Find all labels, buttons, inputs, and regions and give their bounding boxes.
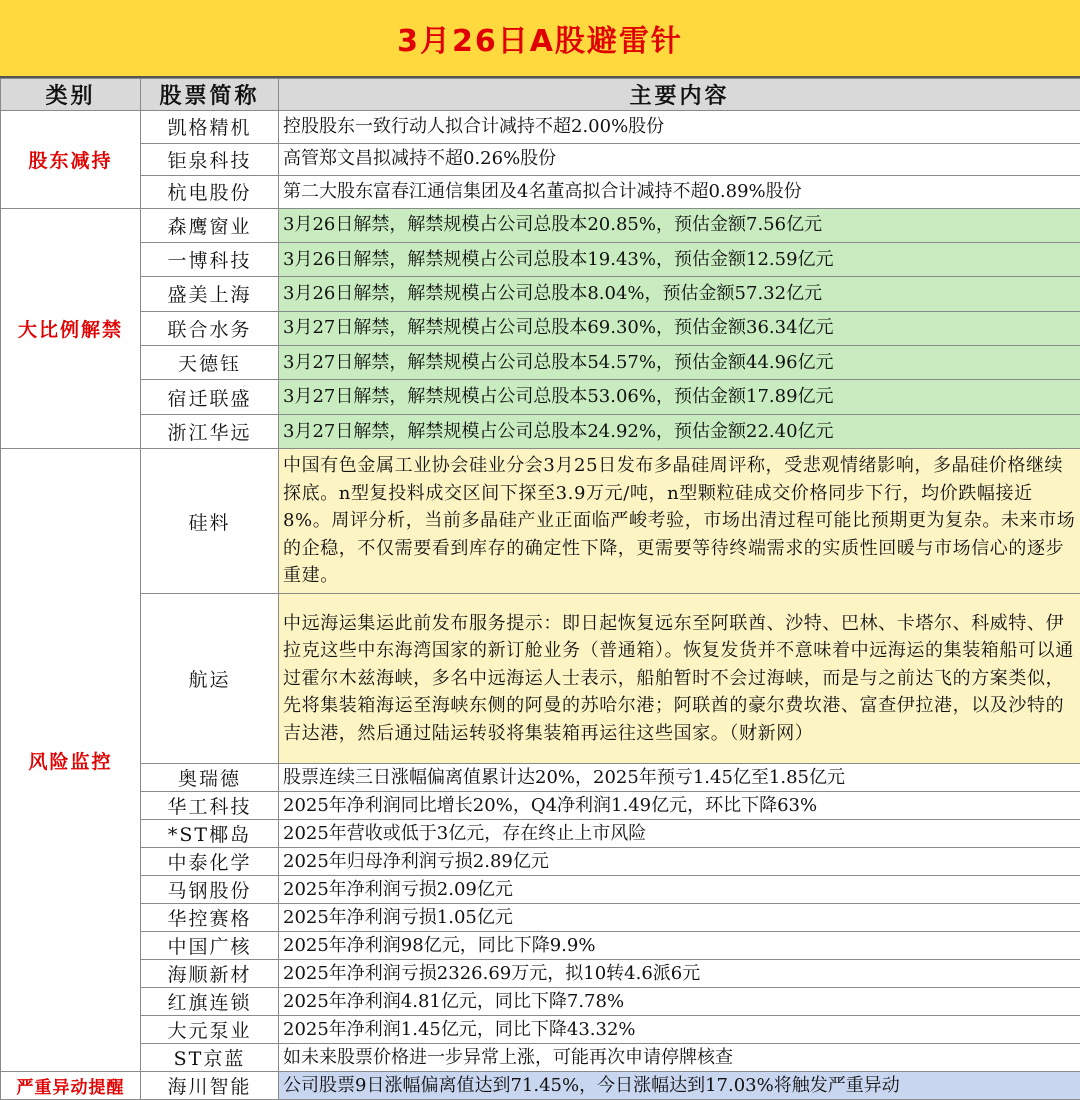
- table-row: [1, 111, 1080, 144]
- stock-name: 联合水务: [141, 311, 279, 345]
- risk-table: [0, 78, 1080, 1100]
- table-row: [1, 208, 1080, 242]
- category-severe: 严重异动提醒: [1, 1072, 141, 1100]
- stock-name: 中泰化学: [141, 848, 279, 876]
- page-title: 3月26日A股避雷针: [397, 16, 683, 60]
- table-row: [1, 848, 1080, 876]
- stock-name: 一博科技: [141, 242, 279, 276]
- row-content: 2025年归母净利润亏损2.89亿元: [279, 848, 1080, 876]
- stock-name: 海顺新材: [141, 960, 279, 988]
- stock-name: 大元泵业: [141, 1016, 279, 1044]
- table-row: [1, 277, 1080, 311]
- row-content: 2025年净利润98亿元，同比下降9.9%: [279, 932, 1080, 960]
- table-row: [1, 449, 1080, 594]
- header-content: 主要内容: [279, 79, 1080, 111]
- table-row: [1, 242, 1080, 276]
- header-category: 类别: [1, 79, 141, 111]
- table-row: [1, 988, 1080, 1016]
- stock-name: 华控赛格: [141, 904, 279, 932]
- stock-name: 凯格精机: [141, 111, 279, 144]
- row-content: 3月27日解禁，解禁规模占公司总股本24.92%，预估金额22.40亿元: [279, 414, 1080, 448]
- table-row: [1, 1044, 1080, 1072]
- row-content: 2025年净利润亏损2326.69万元，拟10转4.6派6元: [279, 960, 1080, 988]
- row-content: 3月26日解禁，解禁规模占公司总股本19.43%，预估金额12.59亿元: [279, 242, 1080, 276]
- row-content: 3月27日解禁，解禁规模占公司总股本53.06%，预估金额17.89亿元: [279, 380, 1080, 414]
- stock-name: 马钢股份: [141, 876, 279, 904]
- table-row: [1, 764, 1080, 792]
- table-row: [1, 176, 1080, 209]
- table-row: [1, 1016, 1080, 1044]
- stock-name: 天德钰: [141, 346, 279, 380]
- row-content: 中国有色金属工业协会硅业分会3月25日发布多晶硅周评称，受悲观情绪影响，多晶硅价格继续探底。n型复投料成交区间下探至3.9万元/吨，n型颗粒硅成交价格同步下行，均价跌幅接近8%。周评分析，当前多晶硅产业正面临严峻考验，市场出清过程可能比预期更为复杂。未来市场的企稳，不仅需要看到库存的确定性下降，更需要等待终端需求的实质性回暖与市场信心的逐步重建。: [279, 449, 1080, 594]
- stock-name: 航运: [141, 594, 279, 764]
- row-content: 3月27日解禁，解禁规模占公司总股本54.57%，预估金额44.96亿元: [279, 346, 1080, 380]
- row-content: 2025年净利润同比增长20%，Q4净利润1.49亿元，环比下降63%: [279, 792, 1080, 820]
- stock-name: 海川智能: [141, 1072, 279, 1100]
- stock-name: 奥瑞德: [141, 764, 279, 792]
- category-shareholder: 股东减持: [1, 111, 141, 209]
- row-content: 第二大股东富春江通信集团及4名董高拟合计减持不超0.89%股份: [279, 176, 1080, 209]
- header-name: 股票简称: [141, 79, 279, 111]
- table-row: [1, 380, 1080, 414]
- row-content: 3月26日解禁，解禁规模占公司总股本20.85%，预估金额7.56亿元: [279, 208, 1080, 242]
- table-row: [1, 1072, 1080, 1100]
- stock-name: 浙江华远: [141, 414, 279, 448]
- row-content: 2025年净利润4.81亿元，同比下降7.78%: [279, 988, 1080, 1016]
- row-content: 2025年净利润亏损2.09亿元: [279, 876, 1080, 904]
- title-bar: [0, 0, 1080, 78]
- table-row: [1, 594, 1080, 764]
- row-content: 2025年净利润亏损1.05亿元: [279, 904, 1080, 932]
- table-row: [1, 346, 1080, 380]
- category-risk: 风险监控: [1, 449, 141, 1072]
- stock-name: 红旗连锁: [141, 988, 279, 1016]
- row-content: 3月26日解禁，解禁规模占公司总股本8.04%，预估金额57.32亿元: [279, 277, 1080, 311]
- stock-name: 盛美上海: [141, 277, 279, 311]
- stock-name: 钜泉科技: [141, 143, 279, 176]
- table-row: [1, 820, 1080, 848]
- table-row: [1, 932, 1080, 960]
- row-content: 高管郑文昌拟减持不超0.26%股份: [279, 143, 1080, 176]
- row-content: 2025年净利润1.45亿元，同比下降43.32%: [279, 1016, 1080, 1044]
- row-content: 股票连续三日涨幅偏离值累计达20%，2025年预亏1.45亿至1.85亿元: [279, 764, 1080, 792]
- category-unlock: 大比例解禁: [1, 208, 141, 449]
- stock-name: 森鹰窗业: [141, 208, 279, 242]
- table-row: [1, 960, 1080, 988]
- table-row: [1, 792, 1080, 820]
- table-row: [1, 904, 1080, 932]
- table-row: [1, 311, 1080, 345]
- row-content: 如未来股票价格进一步异常上涨，可能再次申请停牌核查: [279, 1044, 1080, 1072]
- stock-name: 中国广核: [141, 932, 279, 960]
- stock-name: 硅料: [141, 449, 279, 594]
- table-row: [1, 414, 1080, 448]
- row-content: 2025年营收或低于3亿元，存在终止上市风险: [279, 820, 1080, 848]
- stock-name: *ST椰岛: [141, 820, 279, 848]
- row-content: 中远海运集运此前发布服务提示：即日起恢复远东至阿联酋、沙特、巴林、卡塔尔、科威特、伊拉克这些中东海湾国家的新订舱业务（普通箱）。恢复发货并不意味着中远海运的集装箱船可以通过霍尔木兹海峡，多名中远海运人士表示，船舶暂时不会过海峡，而是与之前达飞的方案类似，先将集装箱海运至海峡东侧的阿曼的苏哈尔港；阿联酋的豪尔费坎港、富查伊拉港，以及沙特的吉达港，然后通过陆运转驳将集装箱再运往这些国家。（财新网）: [279, 594, 1080, 764]
- stock-name: 华工科技: [141, 792, 279, 820]
- stock-name: 宿迁联盛: [141, 380, 279, 414]
- stock-name: 杭电股份: [141, 176, 279, 209]
- row-content: 3月27日解禁，解禁规模占公司总股本69.30%，预估金额36.34亿元: [279, 311, 1080, 345]
- row-content: 控股股东一致行动人拟合计减持不超2.00%股份: [279, 111, 1080, 144]
- table-row: [1, 143, 1080, 176]
- table-row: [1, 876, 1080, 904]
- stock-name: ST京蓝: [141, 1044, 279, 1072]
- row-content: 公司股票9日涨幅偏离值达到71.45%，今日涨幅达到17.03%将触发严重异动: [279, 1072, 1080, 1100]
